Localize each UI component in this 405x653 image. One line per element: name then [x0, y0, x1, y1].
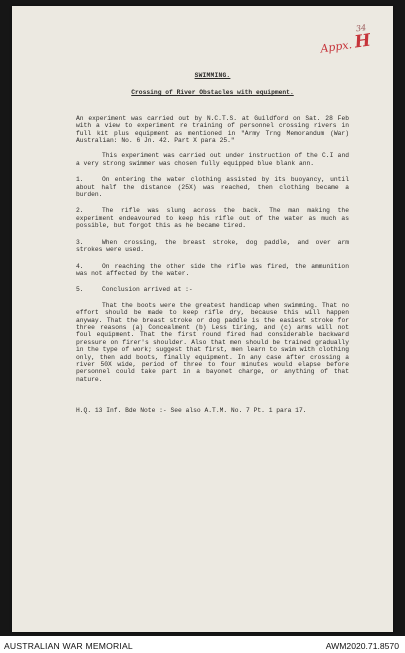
point-text: When crossing, the breast stroke, dog paddle, and over arm strokes were used. — [76, 238, 349, 254]
conclusion-paragraph: That the boots were the greatest handicap when swimming. That no effort should be made to keep rifle dry, because this will happen anyway. That the breast stroke or dog paddle is the easiest stroke for three reasons (a) Concealment (b) Less tiring, and (c) arms will not foul equipment. That the first round fired had considerable backward pressure on firer's shoulder. Also that men should be trained gradually in the type of work; suggest that first, men learn to swim with clothing only, then add boots, finally equipment. In any case after crossing a river 50X wide, period of three to four minutes would elapse before personnel could take part in a bayonet charge, or anything of that nature. — [76, 301, 349, 383]
document-subtitle: Crossing of River Obstacles with equipment. — [131, 89, 294, 97]
typed-body — [76, 72, 349, 415]
conclusion-number: 5. — [76, 286, 84, 294]
point-number: 1. — [76, 176, 84, 184]
institution-caption: AUSTRALIAN WAR MEMORIAL — [4, 641, 133, 651]
point-text: The rifle was slung across the back. The man making the experiment endeavoured to keep his rifle out of the water as much as possible, but forgot this as he became tired. — [76, 207, 349, 230]
point-number: 2. — [76, 207, 84, 215]
brigade-note: H.Q. 13 Inf. Bde Note :- See also A.T.M. No. 7 Pt. 1 para 17. — [76, 407, 307, 415]
point-3 — [76, 239, 349, 254]
annotation-letter: H — [353, 30, 372, 53]
point-text: On reaching the other side the rifle was fired, the ammunition was not affected by the water. — [76, 262, 349, 277]
accession-number: AWM2020.71.8570 — [325, 641, 399, 651]
point-2 — [76, 207, 349, 229]
annotation-number: 34 — [355, 23, 367, 34]
experiment-paragraph: This experiment was carried out under instruction of the C.I and a very strong swimmer was chosen fully equipped blue blank ann. — [76, 152, 349, 167]
point-number: 4. — [76, 262, 84, 270]
point-4 — [76, 263, 349, 278]
document-sheet — [12, 6, 393, 632]
point-1 — [76, 176, 349, 198]
point-text: On entering the water clothing assisted by its buoyancy, until about half the distance (25X) was reached, then clothing became a burden. — [76, 176, 349, 199]
conclusion-heading-text: Conclusion arrived at :- — [102, 286, 193, 294]
annotation-appx: Appx. — [319, 38, 353, 56]
intro-paragraph: An experiment was carried out by N.C.T.S. at Guildford on Sat. 28 Feb with a view to experiment re training of personnel crossing rivers in full kit plus equipment as mentioned in "Army Trng Memorandum (War) Australian: No. 6 Jn. 42. Part X para 25." — [76, 114, 349, 145]
conclusion-heading — [76, 286, 349, 293]
appendix-annotation — [319, 23, 372, 58]
document-title: SWIMMING. — [194, 72, 231, 79]
point-number: 3. — [76, 238, 84, 246]
